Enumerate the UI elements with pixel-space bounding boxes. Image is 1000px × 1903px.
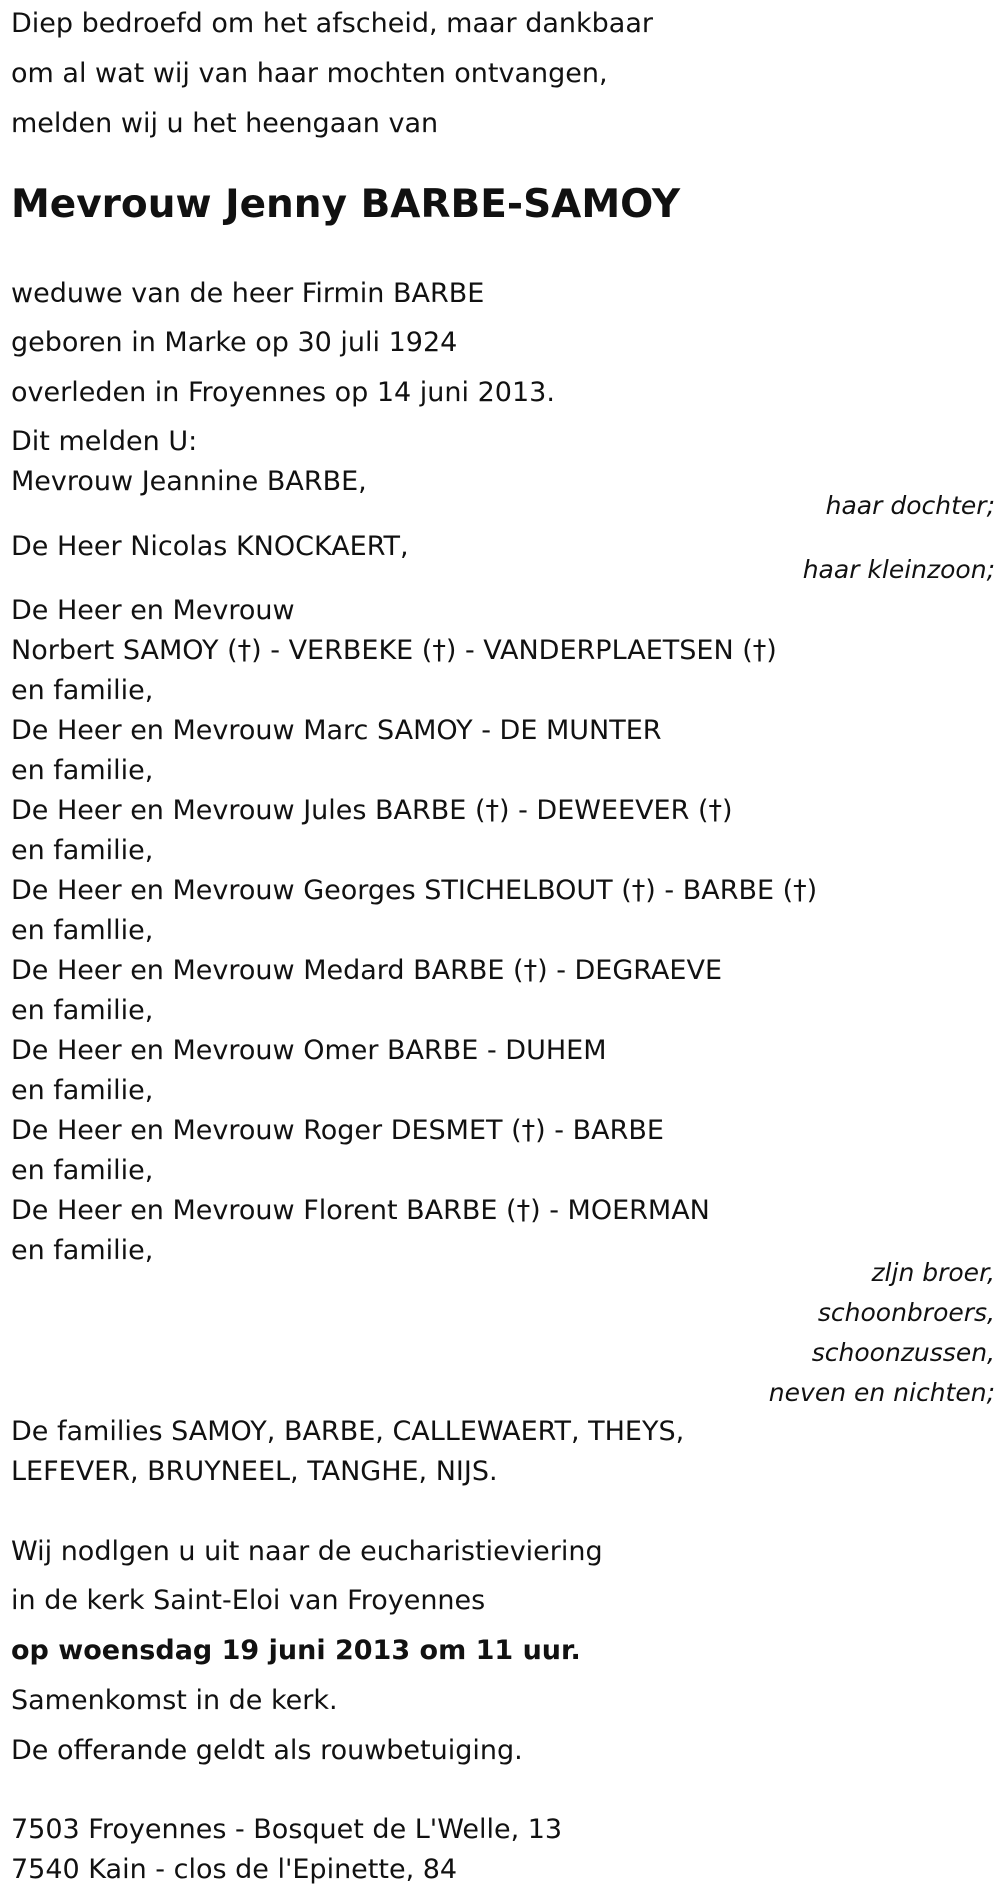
daughter-name: Mevrouw Jeannine BARBE, (11, 466, 367, 497)
family-line: De Heer en Mevrouw Omer BARBE - DUHEM (11, 1035, 607, 1066)
families-line-1: De families SAMOY, BARBE, CALLEWAERT, THEYS, (11, 1416, 685, 1447)
address-line-2: 7540 Kain - clos de l'Epinette, 84 (11, 1854, 458, 1885)
widow-of-line: weduwe van de heer Firmin BARBE (11, 278, 485, 309)
family-line: De Heer en Mevrouw Jules BARBE (†) - DEWEEVER (†) (11, 795, 733, 826)
family-line: De Heer en Mevrouw Roger DESMET (†) - BARBE (11, 1115, 664, 1146)
announce-heading: Dit melden U: (11, 426, 198, 457)
family-relation: schoonbroers, (817, 1298, 995, 1327)
service-line-2: in de kerk Saint-Eloi van Froyennes (11, 1585, 486, 1616)
service-line-4: Samenkomst in de kerk. (11, 1685, 338, 1716)
family-relation: zljn broer, (871, 1258, 995, 1287)
service-line-1: Wij nodlgen u uit naar de eucharistieviering (11, 1536, 603, 1567)
families-line-2: LEFEVER, BRUYNEEL, TANGHE, NIJS. (11, 1456, 498, 1487)
grandson-relation: haar kleinzoon; (802, 555, 995, 584)
family-line: en familie, (11, 1075, 154, 1106)
died-line: overleden in Froyennes op 14 juni 2013. (11, 377, 555, 408)
intro-line-3: melden wij u het heengaan van (11, 108, 439, 139)
deceased-name: Mevrouw Jenny BARBE-SAMOY (11, 182, 681, 227)
family-line: De Heer en Mevrouw Marc SAMOY - DE MUNTER (11, 715, 662, 746)
born-line: geboren in Marke op 30 juli 1924 (11, 327, 458, 358)
family-line: en familie, (11, 835, 154, 866)
family-line: en familie, (11, 1235, 154, 1266)
address-line-1: 7503 Froyennes - Bosquet de L'Welle, 13 (11, 1814, 563, 1845)
intro-line-1: Diep bedroefd om het afscheid, maar dankbaar (11, 8, 654, 39)
family-line: en familie, (11, 675, 154, 706)
family-line: De Heer en Mevrouw Florent BARBE (†) - MOERMAN (11, 1195, 710, 1226)
family-line: en familie, (11, 1155, 154, 1186)
service-line-5: De offerande geldt als rouwbetuiging. (11, 1735, 523, 1766)
family-line: en famllie, (11, 915, 154, 946)
intro-line-2: om al wat wij van haar mochten ontvangen, (11, 58, 608, 89)
grandson-name: De Heer Nicolas KNOCKAERT, (11, 531, 409, 562)
family-line: De Heer en Mevrouw Georges STICHELBOUT (†) - BARBE (†) (11, 875, 818, 906)
family-line: De Heer en Mevrouw (11, 595, 295, 626)
family-line: en familie, (11, 995, 154, 1026)
family-relation: schoonzussen, (811, 1338, 995, 1367)
family-line: De Heer en Mevrouw Medard BARBE (†) - DEGRAEVE (11, 955, 723, 986)
service-date: op woensdag 19 juni 2013 om 11 uur. (11, 1635, 581, 1666)
family-line: Norbert SAMOY (†) - VERBEKE (†) - VANDERPLAETSEN (†) (11, 635, 777, 666)
family-relation: neven en nichten; (768, 1378, 995, 1407)
daughter-relation: haar dochter; (825, 491, 995, 520)
family-line: en familie, (11, 755, 154, 786)
